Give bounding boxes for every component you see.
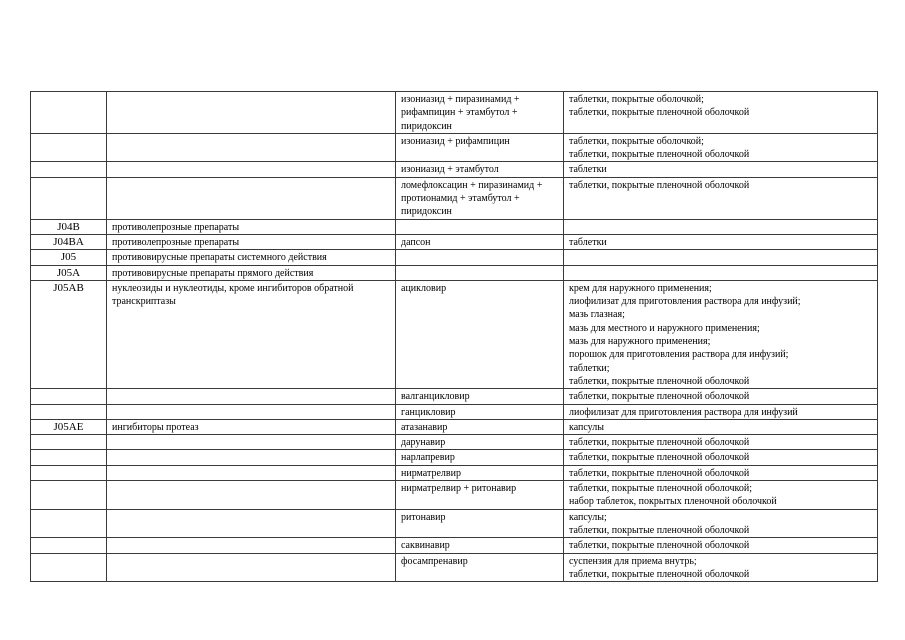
dosage-form-item: суспензия для приема внутрь; — [569, 555, 697, 567]
anatomical-therapeutic-group-cell — [107, 389, 396, 404]
atc-code-cell: J05AB — [31, 280, 107, 388]
dosage-form-item: лиофилизат для приготовления раствора для инфузий — [569, 406, 798, 418]
dosage-forms-cell — [564, 538, 878, 553]
table-row — [31, 509, 878, 538]
dosage-form-item: таблетки, покрытые пленочной оболочкой — [569, 437, 750, 449]
atc-code-cell — [31, 538, 107, 553]
table-row — [31, 538, 878, 553]
dosage-form-item: порошок для приготовления раствора для инфузий; — [569, 349, 789, 361]
drug-list-table — [30, 91, 878, 582]
table-row — [31, 389, 878, 404]
anatomical-therapeutic-group-cell: противолепрозные препараты — [107, 219, 396, 234]
dosage-forms-cell — [564, 435, 878, 450]
drug-name-cell — [396, 250, 564, 265]
table-row — [31, 280, 878, 388]
atc-code-cell — [31, 450, 107, 465]
atc-code-cell: J05 — [31, 250, 107, 265]
table-row — [31, 234, 878, 249]
dosage-form-item: таблетки — [569, 236, 607, 248]
table-row — [31, 435, 878, 450]
table-row — [31, 92, 878, 134]
anatomical-therapeutic-group-cell — [107, 450, 396, 465]
dosage-forms-cell — [564, 419, 878, 434]
dosage-forms-cell — [564, 280, 878, 388]
dosage-form-item: таблетки, покрытые пленочной оболочкой — [569, 179, 750, 191]
atc-code-cell: J05A — [31, 265, 107, 280]
drug-name-cell: атазанавир — [396, 419, 564, 434]
table-row — [31, 465, 878, 480]
table-row — [31, 219, 878, 234]
table-row — [31, 481, 878, 510]
dosage-forms-cell — [564, 234, 878, 249]
table-row — [31, 553, 878, 582]
atc-code-cell — [31, 389, 107, 404]
atc-code-cell — [31, 481, 107, 510]
drug-name-cell: дарунавир — [396, 435, 564, 450]
table-row — [31, 133, 878, 162]
dosage-form-item: таблетки, покрытые оболочкой; — [569, 94, 704, 105]
dosage-forms-cell — [564, 465, 878, 480]
table-row — [31, 265, 878, 280]
dosage-form-item: таблетки, покрытые пленочной оболочкой — [569, 524, 750, 536]
dosage-form-item: таблетки, покрытые пленочной оболочкой — [569, 540, 750, 552]
dosage-form-item: таблетки, покрытые пленочной оболочкой — [569, 149, 750, 161]
atc-code-cell — [31, 435, 107, 450]
dosage-forms-cell — [564, 219, 878, 234]
dosage-form-item: таблетки — [569, 164, 607, 176]
atc-code-cell — [31, 553, 107, 582]
dosage-form-item: таблетки, покрытые пленочной оболочкой — [569, 375, 750, 387]
atc-code-cell — [31, 177, 107, 219]
dosage-form-item: таблетки, покрытые пленочной оболочкой — [569, 467, 750, 479]
dosage-forms-cell — [564, 92, 878, 134]
dosage-forms-cell — [564, 553, 878, 582]
atc-code-cell: J04B — [31, 219, 107, 234]
drug-name-cell: ацикловир — [396, 280, 564, 388]
drug-name-cell — [396, 219, 564, 234]
atc-code-cell — [31, 465, 107, 480]
dosage-form-item: капсулы; — [569, 511, 607, 523]
dosage-forms-cell — [564, 177, 878, 219]
anatomical-therapeutic-group-cell: противовирусные препараты прямого действия — [107, 265, 396, 280]
drug-name-cell: изониазид + этамбутол — [396, 162, 564, 177]
dosage-form-item: набор таблеток, покрытых пленочной оболочкой — [569, 496, 777, 508]
anatomical-therapeutic-group-cell — [107, 177, 396, 219]
dosage-forms-cell — [564, 265, 878, 280]
dosage-forms-cell — [564, 133, 878, 162]
drug-name-cell: нирматрелвир — [396, 465, 564, 480]
table-row — [31, 162, 878, 177]
dosage-form-item: крем для наружного применения; — [569, 282, 712, 294]
dosage-form-item: таблетки; — [569, 362, 610, 374]
drug-name-cell: ритонавир — [396, 509, 564, 538]
dosage-forms-cell — [564, 250, 878, 265]
dosage-forms-cell — [564, 481, 878, 510]
table-row — [31, 419, 878, 434]
anatomical-therapeutic-group-cell — [107, 553, 396, 582]
anatomical-therapeutic-group-cell: ингибиторы протеаз — [107, 419, 396, 434]
anatomical-therapeutic-group-cell — [107, 162, 396, 177]
drug-name-cell: саквинавир — [396, 538, 564, 553]
dosage-form-item: таблетки, покрытые оболочкой; — [569, 135, 704, 147]
drug-name-cell: дапсон — [396, 234, 564, 249]
dosage-forms-cell — [564, 404, 878, 419]
anatomical-therapeutic-group-cell — [107, 538, 396, 553]
dosage-form-item: капсулы — [569, 421, 604, 433]
atc-code-cell — [31, 404, 107, 419]
drug-name-cell: ганцикловир — [396, 404, 564, 419]
table-row — [31, 450, 878, 465]
dosage-forms-cell — [564, 162, 878, 177]
atc-code-cell: J05AE — [31, 419, 107, 434]
anatomical-therapeutic-group-cell — [107, 133, 396, 162]
dosage-form-item: таблетки, покрытые пленочной оболочкой — [569, 452, 750, 464]
atc-code-cell — [31, 509, 107, 538]
table-row — [31, 250, 878, 265]
table-row — [31, 404, 878, 419]
dosage-forms-cell — [564, 450, 878, 465]
dosage-form-item: таблетки, покрытые пленочной оболочкой — [569, 391, 750, 403]
dosage-form-item: мазь для наружного применения; — [569, 336, 711, 348]
drug-name-cell: фосампренавир — [396, 553, 564, 582]
anatomical-therapeutic-group-cell: противолепрозные препараты — [107, 234, 396, 249]
dosage-form-item: мазь глазная; — [569, 309, 625, 321]
drug-name-cell: нирматрелвир + ритонавир — [396, 481, 564, 510]
dosage-form-item: таблетки, покрытые пленочной оболочкой — [569, 107, 750, 119]
drug-name-cell: изониазид + пиразинамид + рифампицин + этамбутол + пиридоксин — [396, 92, 564, 134]
dosage-form-item: таблетки, покрытые пленочной оболочкой; — [569, 483, 753, 495]
drug-name-cell: ломефлоксацин + пиразинамид + протионамид + этамбутол + пиридоксин — [396, 177, 564, 219]
dosage-forms-cell — [564, 389, 878, 404]
drug-name-cell: изониазид + рифампицин — [396, 133, 564, 162]
drug-list-body — [31, 92, 878, 582]
atc-code-cell — [31, 92, 107, 134]
drug-name-cell: валганцикловир — [396, 389, 564, 404]
anatomical-therapeutic-group-cell: нуклеозиды и нуклеотиды, кроме ингибиторов обратной транскриптазы — [107, 280, 396, 388]
atc-code-cell — [31, 133, 107, 162]
atc-code-cell — [31, 162, 107, 177]
dosage-form-item: мазь для местного и наружного применения; — [569, 322, 760, 334]
dosage-forms-cell — [564, 509, 878, 538]
anatomical-therapeutic-group-cell — [107, 509, 396, 538]
anatomical-therapeutic-group-cell — [107, 92, 396, 134]
anatomical-therapeutic-group-cell: противовирусные препараты системного действия — [107, 250, 396, 265]
anatomical-therapeutic-group-cell — [107, 404, 396, 419]
anatomical-therapeutic-group-cell — [107, 481, 396, 510]
dosage-form-item: лиофилизат для приготовления раствора для инфузий; — [569, 296, 801, 308]
drug-name-cell — [396, 265, 564, 280]
dosage-form-item: таблетки, покрытые пленочной оболочкой — [569, 568, 750, 580]
anatomical-therapeutic-group-cell — [107, 465, 396, 480]
drug-name-cell: нарлапревир — [396, 450, 564, 465]
anatomical-therapeutic-group-cell — [107, 435, 396, 450]
table-row — [31, 177, 878, 219]
atc-code-cell: J04BA — [31, 234, 107, 249]
